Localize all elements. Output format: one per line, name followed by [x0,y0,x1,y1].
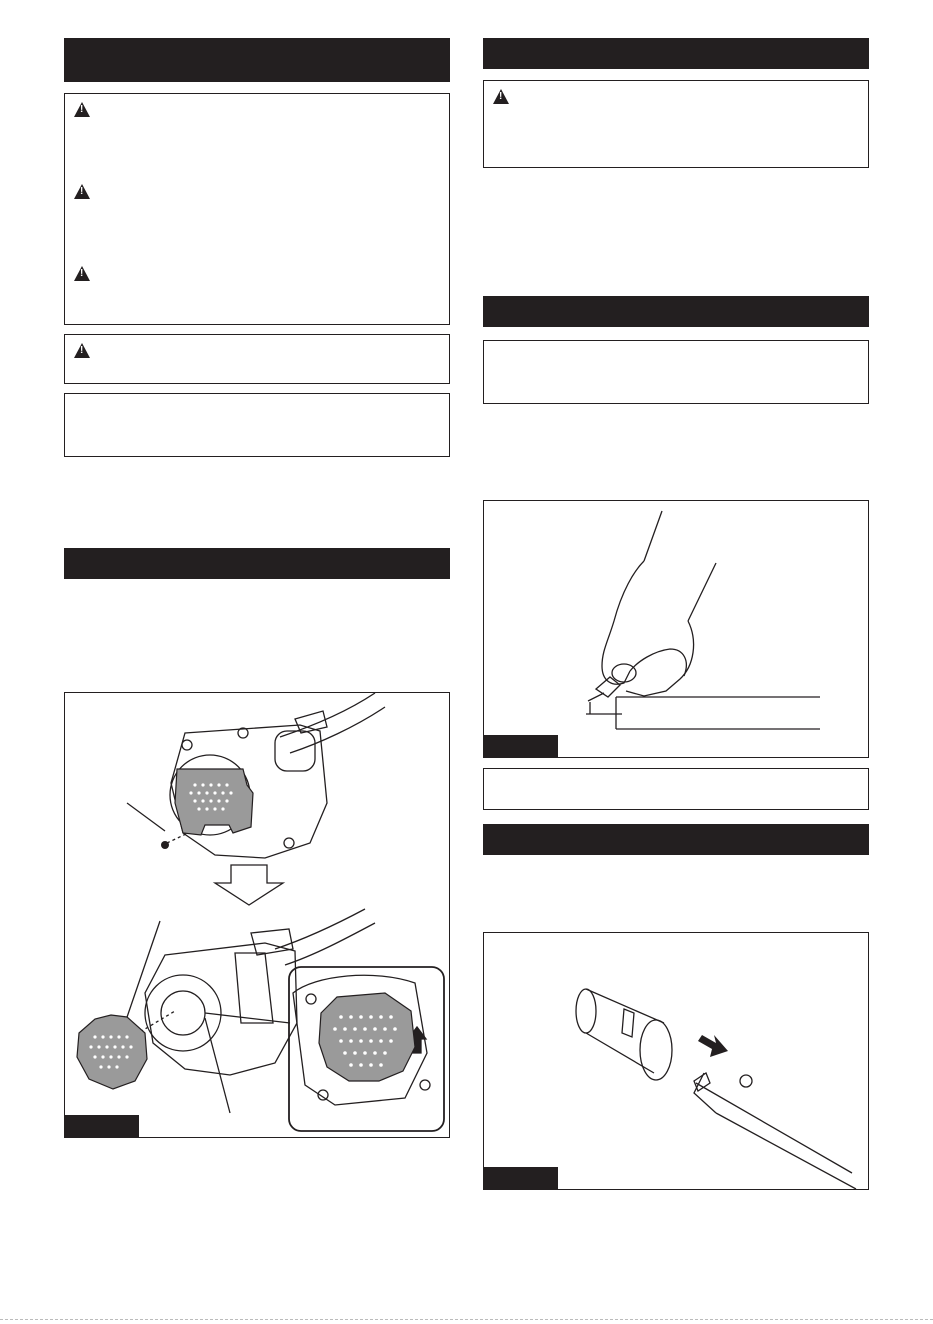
figure-filter-removal [64,692,450,1138]
figure-pipe-connection [483,932,869,1190]
pipe-illustration [484,933,869,1190]
warning-triangle-icon [74,184,90,199]
note-box [483,340,869,404]
section-header-bar [483,38,869,69]
warning-box [64,93,450,325]
filter-illustration [65,693,450,1138]
hand-illustration [484,501,869,758]
figure-label-tag [65,1115,139,1137]
warning-box [483,80,869,168]
note-box [64,393,450,457]
figure-label-tag [484,1167,558,1189]
section-header-bar [483,296,869,327]
figure-hand-greasing [483,500,869,758]
note-box [483,768,869,810]
figure-label-tag [484,735,558,757]
warning-triangle-icon [74,266,90,281]
section-header-bar [64,548,450,579]
section-header-bar [483,824,869,855]
warning-triangle-icon [74,102,90,117]
caution-box [64,334,450,384]
page-bottom-edge [0,1319,933,1320]
section-header-bar [64,38,450,82]
warning-triangle-icon [493,89,509,104]
warning-triangle-icon [74,343,90,358]
